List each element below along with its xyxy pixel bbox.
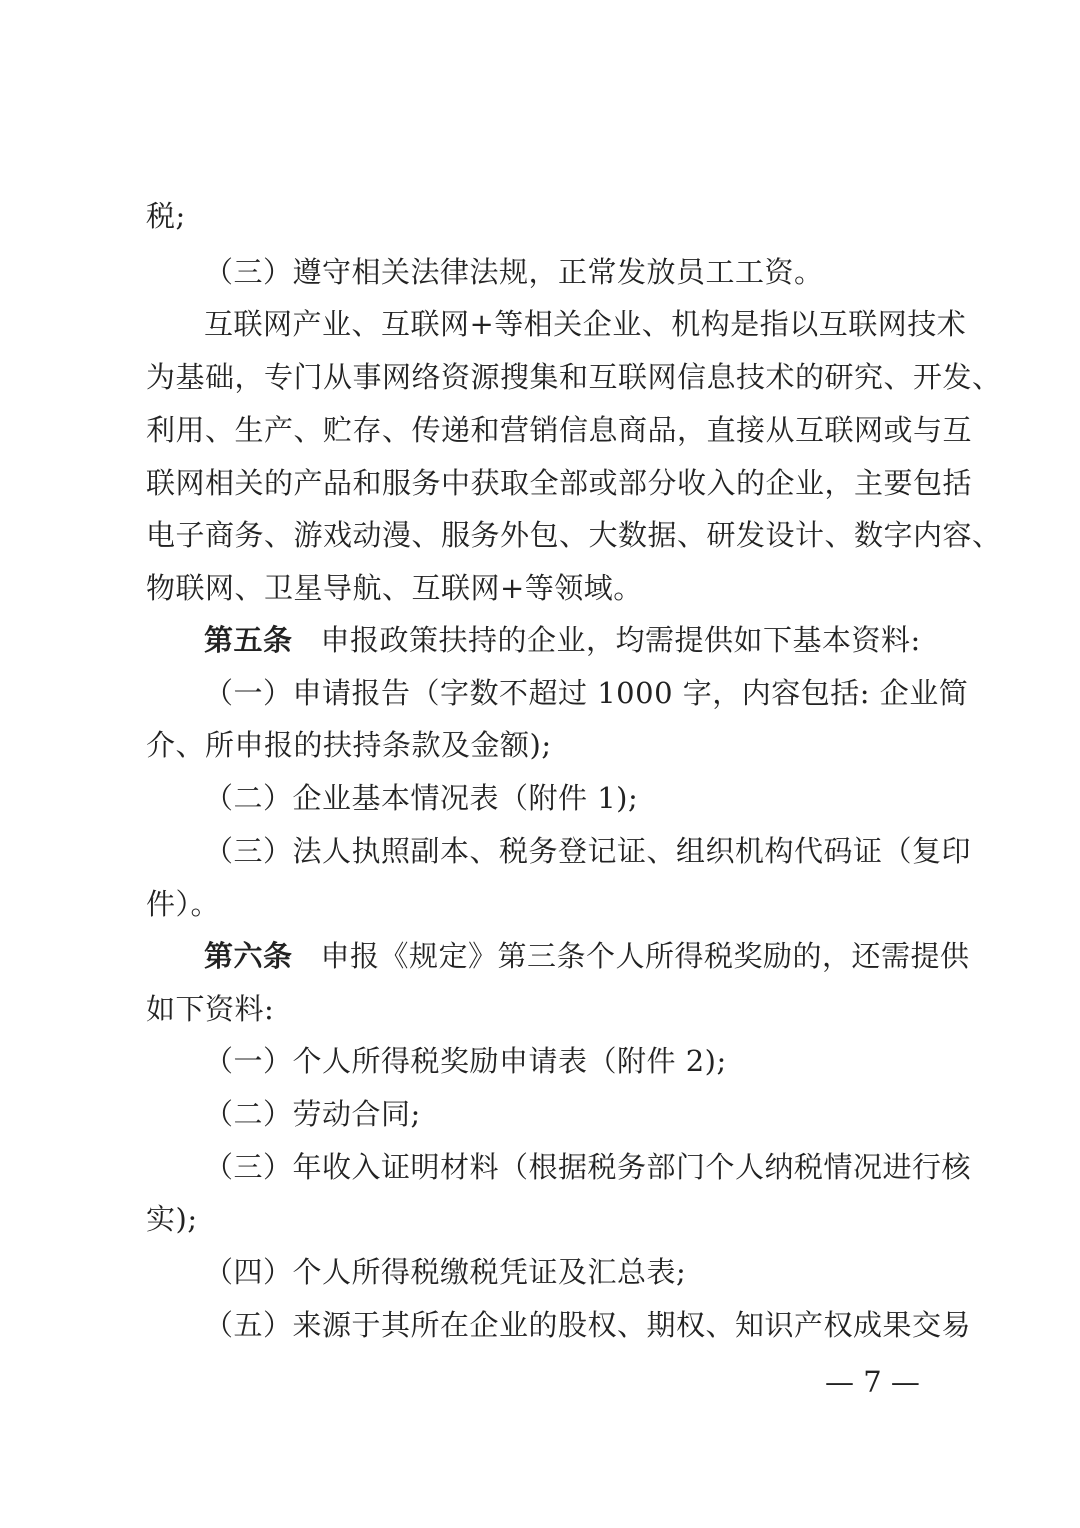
text-line: 实);: [146, 1202, 198, 1236]
article-heading: 第六条: [204, 939, 293, 973]
text-line: 利用、生产、贮存、传递和营销信息商品，直接从互联网或与互: [146, 413, 973, 447]
text-line: （二）劳动合同;: [204, 1097, 421, 1131]
text-line: （五）来源于其所在企业的股权、期权、知识产权成果交易: [204, 1308, 972, 1342]
text-line: 件）。: [146, 887, 221, 921]
text-line: 物联网、卫星导航、互联网+等领域。: [146, 571, 643, 605]
text-line: 电子商务、游戏动漫、服务外包、大数据、研发设计、数字内容、: [146, 518, 1002, 552]
text-line: （二）企业基本情况表（附件 1);: [204, 781, 639, 815]
text-line: 联网相关的产品和服务中获取全部或部分收入的企业，主要包括: [146, 466, 973, 500]
text-line: 税;: [146, 199, 186, 233]
text-line: 介、所申报的扶持条款及金额);: [146, 728, 552, 762]
article-line: [204, 936, 970, 976]
text-line: （一）个人所得税奖励申请表（附件 2);: [204, 1044, 727, 1078]
text-line: 互联网产业、互联网+等相关企业、机构是指以互联网技术: [204, 307, 967, 341]
article-heading: 第五条: [204, 623, 293, 657]
text-line: 为基础，专门从事网络资源搜集和互联网信息技术的研究、开发、: [146, 360, 1002, 394]
article-text: 申报政策扶持的企业，均需提供如下基本资料:: [320, 623, 921, 657]
text-line: （三）遵守相关法律法规，正常发放员工工资。: [204, 255, 824, 289]
text-line: （三）法人执照副本、税务登记证、组织机构代码证（复印: [204, 834, 972, 868]
text-line: （四）个人所得税缴税凭证及汇总表;: [204, 1255, 687, 1289]
text-line: （一）申请报告（字数不超过 1000 字，内容包括: 企业简: [204, 676, 969, 710]
page-number: — 7 —: [825, 1365, 920, 1399]
text-line: （三）年收入证明材料（根据税务部门个人纳税情况进行核: [204, 1150, 972, 1184]
article-text: 申报《规定》第三条个人所得税奖励的，还需提供: [320, 939, 970, 973]
article-line: [204, 620, 946, 660]
text-line: 如下资料:: [146, 992, 275, 1026]
